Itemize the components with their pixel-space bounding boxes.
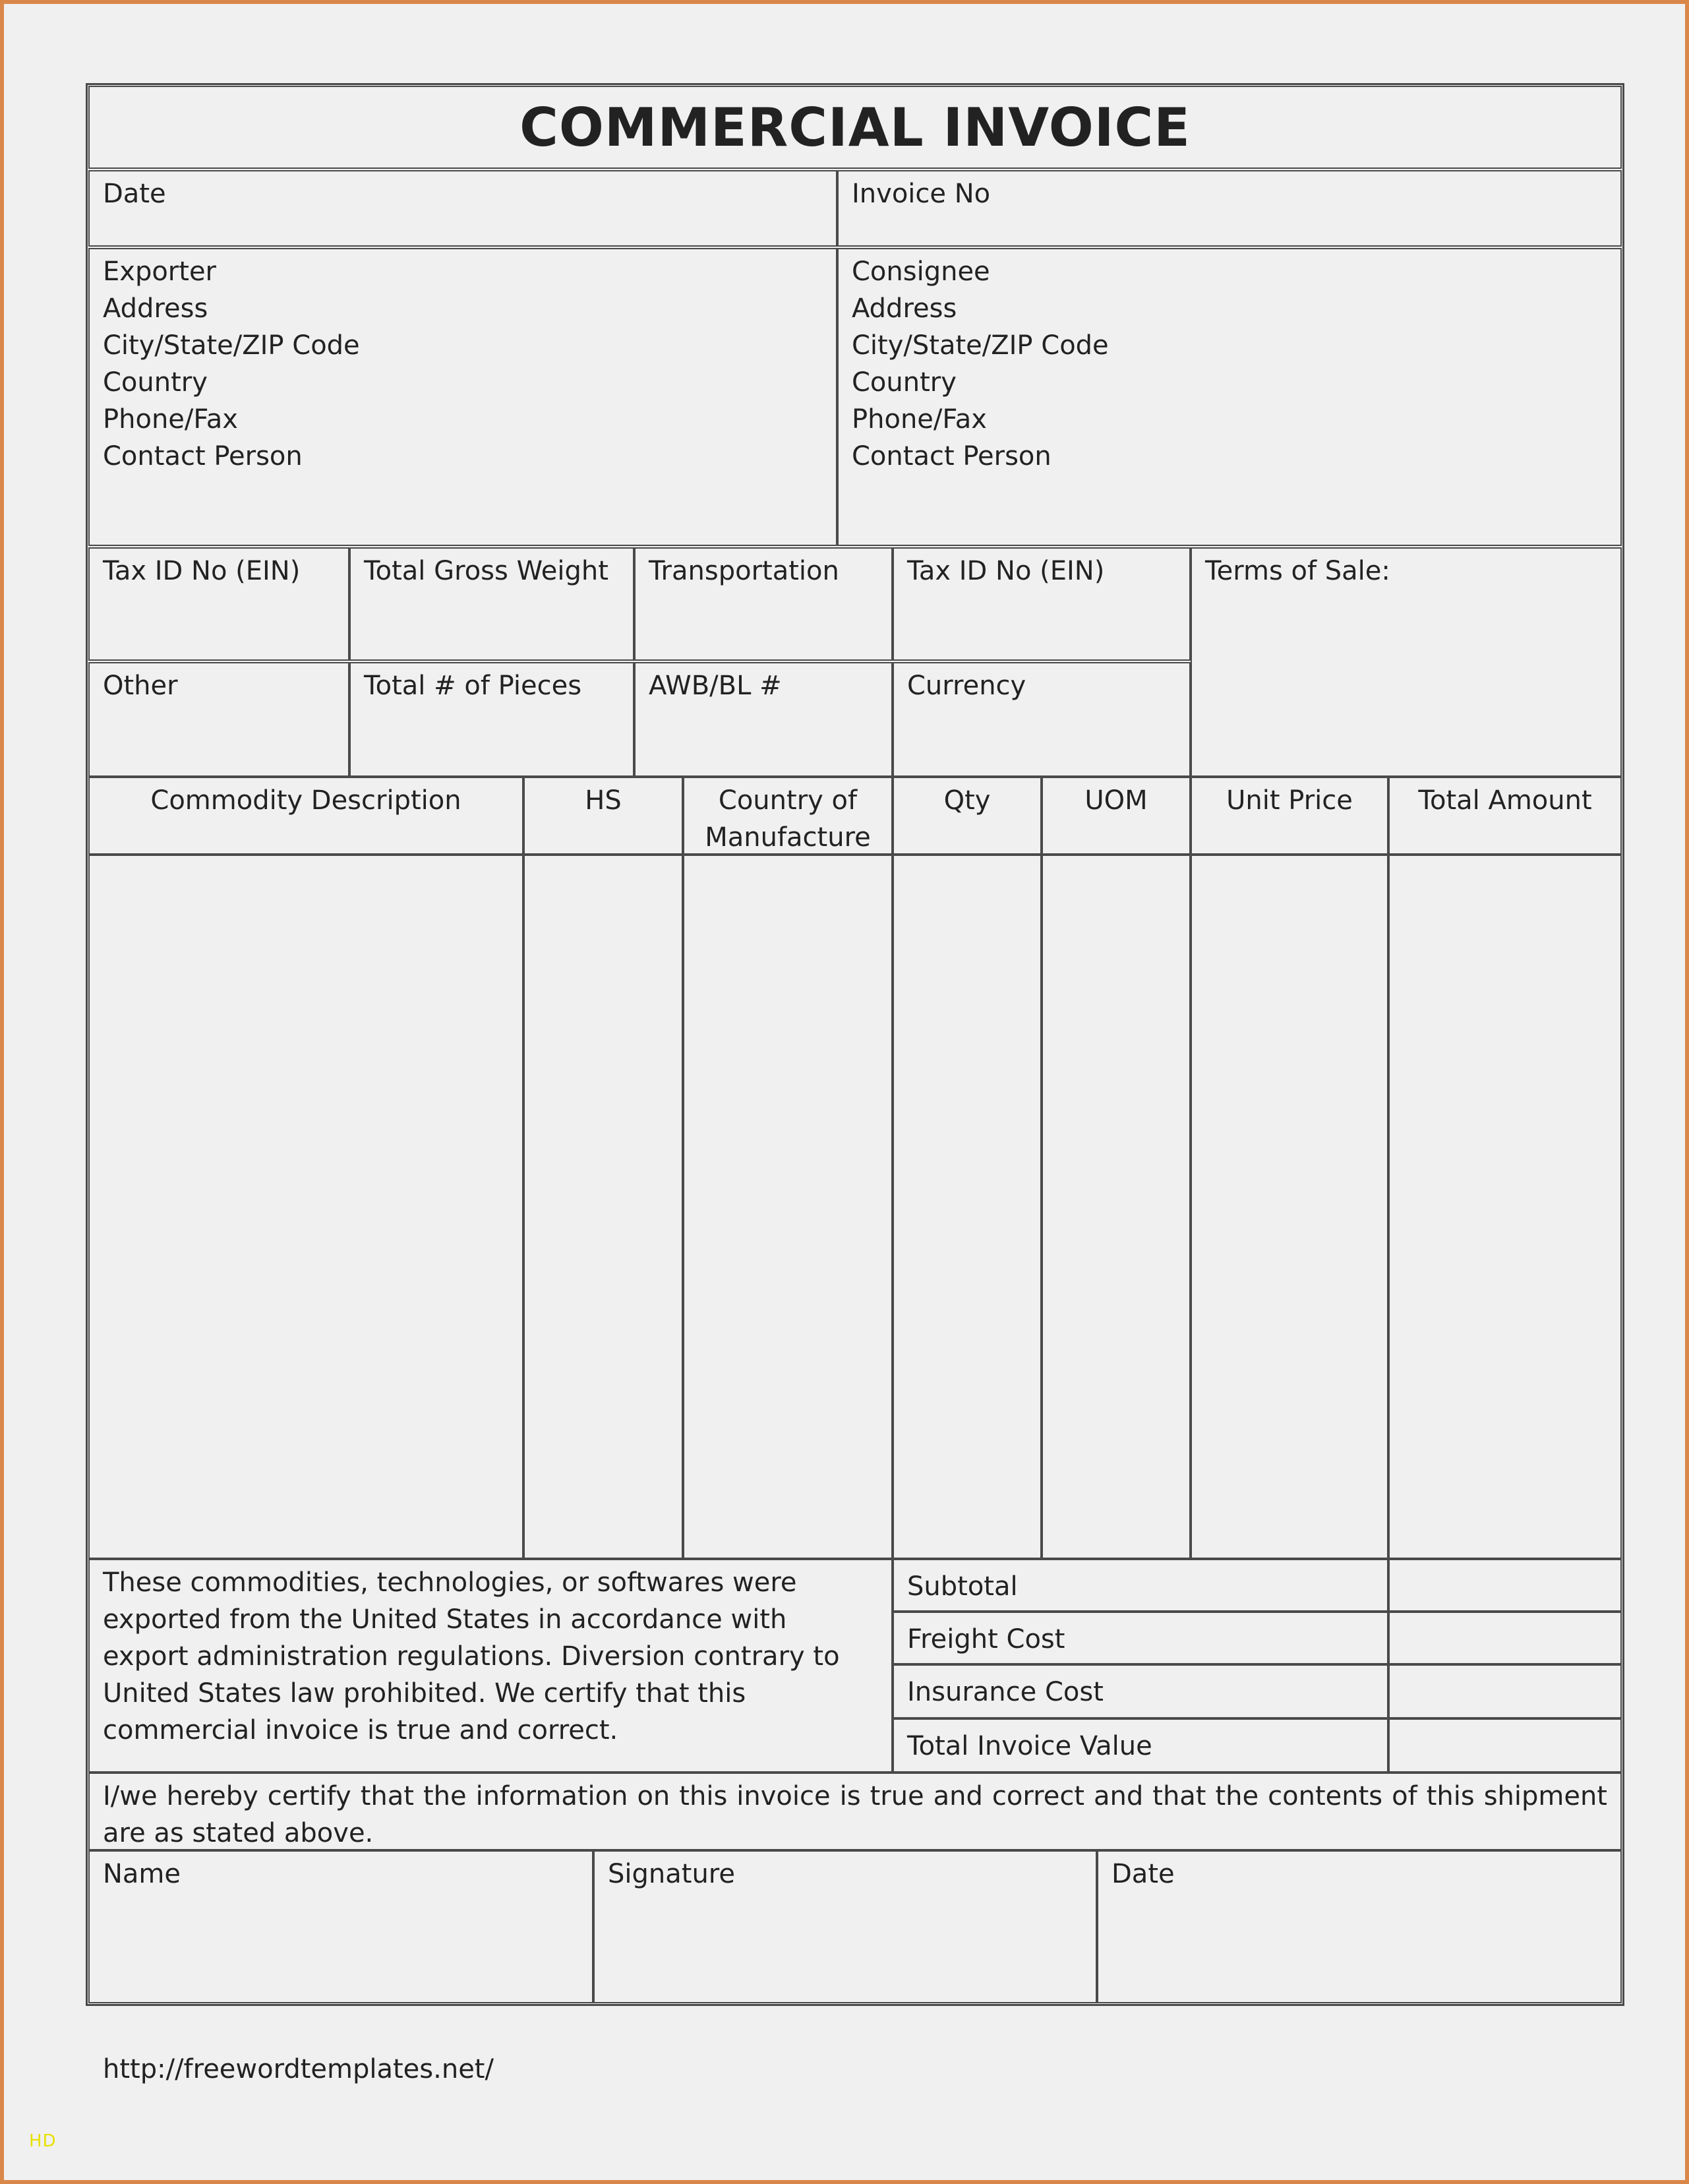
total-invoice-value-cell[interactable] [1388, 1718, 1622, 1773]
other-label: Other [103, 671, 178, 701]
items-country-cell[interactable] [683, 855, 893, 1559]
signature-field[interactable] [593, 1850, 1097, 2003]
exporter-block[interactable] [88, 248, 837, 546]
subtotal-label-cell [893, 1559, 1388, 1612]
currency-field[interactable] [893, 662, 1191, 777]
uom-header: UOM [1084, 785, 1148, 816]
transportation-label: Transportation [649, 556, 839, 586]
total-invoice-value-label: Total Invoice Value [907, 1731, 1152, 1761]
consignee-city-label: City/State/ZIP Code [852, 330, 1109, 361]
insurance-cost-value-cell[interactable] [1388, 1664, 1622, 1718]
country-of-manufacture-header: Country of Manufacture [705, 785, 871, 853]
footer-url-link[interactable]: http://freewordtemplates.net/ [103, 2054, 494, 2084]
column-header-commodity [88, 777, 523, 855]
freight-cost-value-cell[interactable] [1388, 1612, 1622, 1664]
items-qty-cell[interactable] [893, 855, 1042, 1559]
hs-header: HS [585, 785, 622, 816]
items-commodity-cell[interactable] [88, 855, 523, 1559]
exporter-contact-label: Contact Person [103, 441, 303, 471]
tax-id-field-2[interactable] [893, 547, 1191, 661]
consignee-country-label: Country [852, 367, 957, 398]
certification-statement [88, 1773, 1622, 1850]
title-cell [88, 86, 1622, 169]
signature-label: Signature [608, 1859, 735, 1889]
consignee-address-label: Address [852, 293, 957, 324]
column-header-qty [893, 777, 1042, 855]
transportation-field[interactable] [634, 547, 893, 661]
invoice-no-field[interactable] [837, 170, 1622, 247]
exporter-address-label: Address [103, 293, 208, 324]
insurance-cost-label-cell [893, 1664, 1388, 1718]
freight-cost-label-cell [893, 1612, 1388, 1664]
items-hs-cell[interactable] [523, 855, 683, 1559]
currency-label: Currency [907, 671, 1026, 701]
consignee-label: Consignee [852, 257, 990, 287]
subtotal-value-cell[interactable] [1388, 1559, 1622, 1612]
insurance-cost-label: Insurance Cost [907, 1677, 1104, 1707]
export-declaration-text: These commodities, technologies, or softwares were exported from the United States in accordance with export administration regulations. Diversion contrary to United States law prohibited. We certify that this commercial invoice is true and correct. [103, 1567, 840, 1745]
total-amount-header: Total Amount [1418, 785, 1592, 816]
awb-bl-field[interactable] [634, 662, 893, 777]
signoff-date-field[interactable] [1097, 1850, 1622, 2003]
exporter-phone-label: Phone/Fax [103, 404, 238, 435]
column-header-hs [523, 777, 683, 855]
column-header-unit-price [1191, 777, 1388, 855]
exporter-label: Exporter [103, 257, 216, 287]
tax-id-label-2: Tax ID No (EIN) [907, 556, 1105, 586]
tax-id-label-1: Tax ID No (EIN) [103, 556, 301, 586]
hd-watermark: HD [29, 2131, 57, 2151]
unit-price-header: Unit Price [1226, 785, 1353, 816]
page-title: COMMERCIAL INVOICE [519, 97, 1191, 158]
other-field[interactable] [88, 662, 349, 777]
consignee-contact-label: Contact Person [852, 441, 1052, 471]
total-pieces-field[interactable] [349, 662, 634, 777]
commodity-description-header: Commodity Description [150, 785, 461, 816]
column-header-country [683, 777, 893, 855]
terms-of-sale-field[interactable] [1191, 547, 1622, 777]
exporter-city-label: City/State/ZIP Code [103, 330, 360, 361]
column-header-uom [1042, 777, 1191, 855]
total-invoice-value-label-cell [893, 1718, 1388, 1773]
items-unit-price-cell[interactable] [1191, 855, 1388, 1559]
date-field[interactable] [88, 170, 837, 247]
items-uom-cell[interactable] [1042, 855, 1191, 1559]
name-field[interactable] [88, 1850, 593, 2003]
items-total-amount-cell[interactable] [1388, 855, 1622, 1559]
total-pieces-label: Total # of Pieces [364, 671, 582, 701]
exporter-country-label: Country [103, 367, 208, 398]
signoff-date-label: Date [1111, 1859, 1175, 1889]
freight-cost-label: Freight Cost [907, 1624, 1065, 1654]
qty-header: Qty [943, 785, 991, 816]
export-declaration [88, 1559, 893, 1773]
consignee-phone-label: Phone/Fax [852, 404, 987, 435]
invoice-no-label: Invoice No [852, 179, 991, 209]
total-gross-weight-label: Total Gross Weight [364, 556, 608, 586]
column-header-total-amount [1388, 777, 1622, 855]
tax-id-field-1[interactable] [88, 547, 349, 661]
name-label: Name [103, 1859, 181, 1889]
consignee-block[interactable] [837, 248, 1622, 546]
date-label: Date [103, 179, 166, 209]
awb-bl-label: AWB/BL # [649, 671, 782, 701]
terms-of-sale-label: Terms of Sale: [1205, 556, 1390, 586]
total-gross-weight-field[interactable] [349, 547, 634, 661]
certification-text: I/we hereby certify that the information on this invoice is true and correct and that the contents of this shipment are as stated above. [103, 1781, 1607, 1848]
subtotal-label: Subtotal [907, 1571, 1018, 1602]
